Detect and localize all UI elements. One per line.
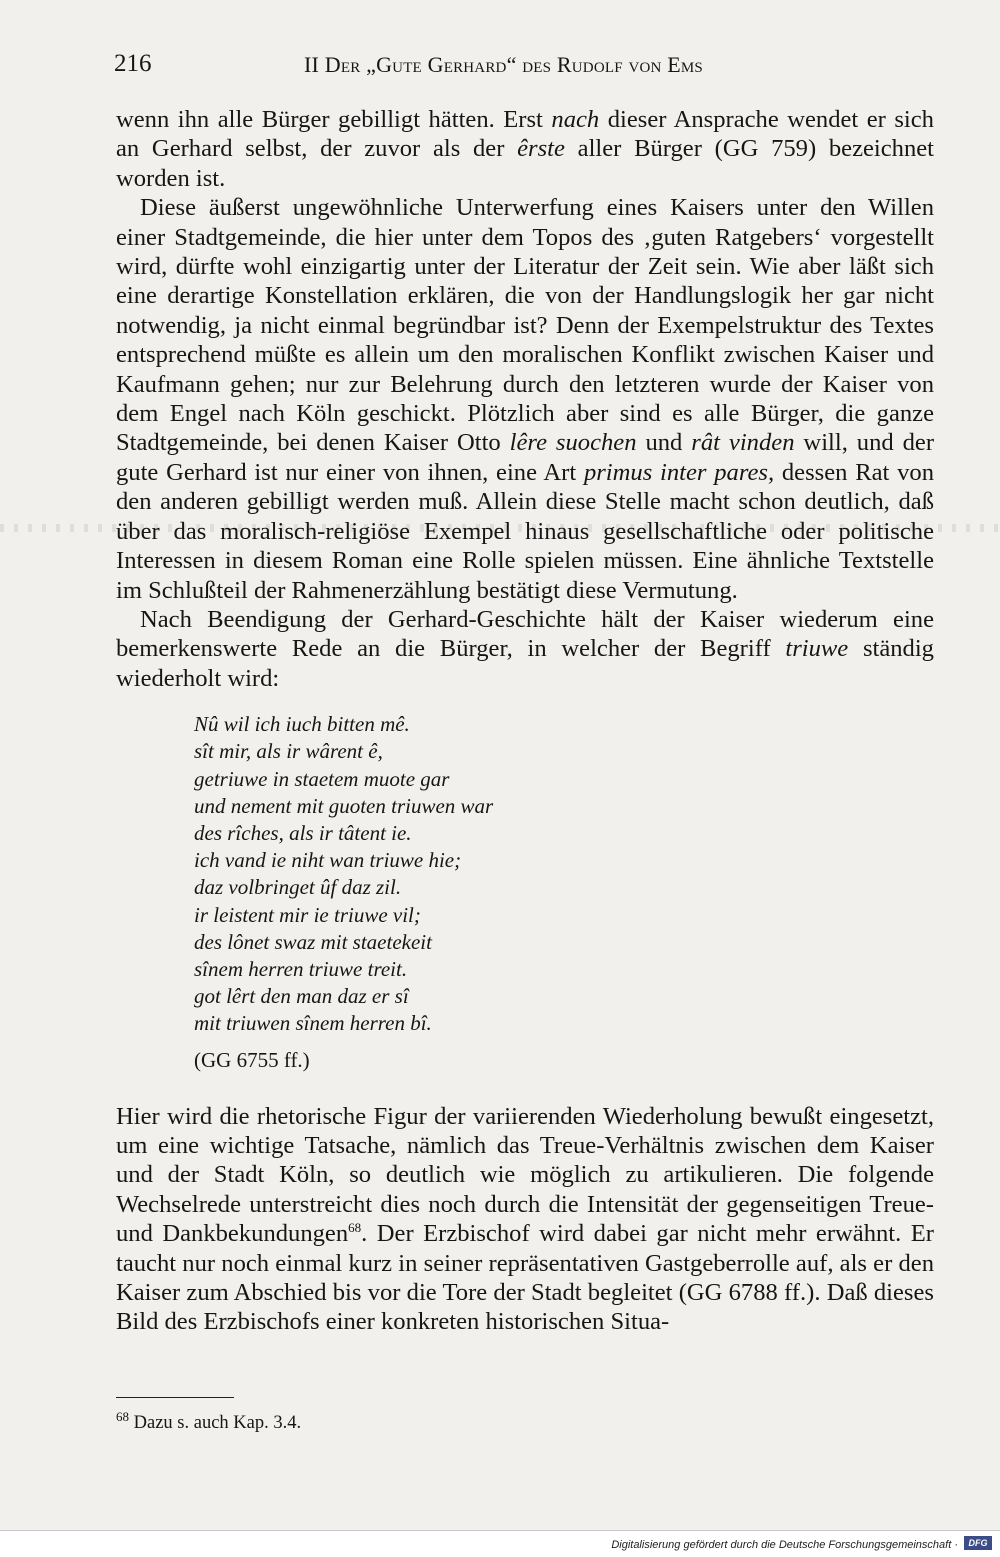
verse-line: ich vand ie niht wan triuwe hie;	[194, 848, 462, 873]
verse-line: daz volbringet ûf daz zil.	[194, 875, 402, 900]
running-head: II Der „Gute Gerhard“ des Rudolf von Ems	[304, 52, 703, 77]
footnote	[116, 1408, 302, 1434]
verse-line: getriuwe in staetem muote gar	[194, 766, 450, 791]
digitization-footer	[0, 1530, 1000, 1557]
footnote-marker[interactable]: 68	[348, 1220, 362, 1235]
paragraph-1: wenn ihn alle Bürger gebilligt hätten. Erst nach dieser Ansprache wendet er sich an Gerhard selbst, der zuvor als der êrste aller Bürger (GG 759) bezeichnet worden ist.	[116, 106, 935, 192]
verse-line: und nement mit guoten triuwen war	[194, 793, 494, 818]
paragraph-4: Hier wird die rhetorische Figur der variierenden Wiederholung bewußt eingesetzt, um eine wichtige Tatsache, nämlich das Treue-Verhältnis zwischen dem Kaiser und der Stadt Köln, so deutlich wie möglich zu artikulieren. Die folgende Wechselrede unterstreicht dies noch durch die Intensität der gegenseitigen Treue- und Dankbekundungen$^{68}$. Der Erzbischof wird dabei gar nicht mehr erwähnt. Er taucht nur noch einmal kurz in seiner repräsentativen Gastgeberrolle auf, als er den Kaiser zum Abschied bis vor die Tore der Stadt begleitet (GG 6788 ff.). Daß dieses Bild des Erzbischofs einer konkreten historischen Situa-	[116, 1102, 934, 1336]
verse-line: got lêrt den man daz er sî	[194, 984, 409, 1009]
verse-line: ir leistent mir ie triuwe vil;	[194, 902, 421, 927]
verse-line: des lônet swaz mit staetekeit	[194, 929, 432, 954]
verse-quotation	[194, 711, 934, 1037]
footnote-number: 68	[116, 1408, 129, 1424]
page-number: 216	[114, 50, 152, 77]
footnote-text: Dazu s. auch Kap. 3.4.	[129, 1413, 302, 1433]
paragraph-3: Nach Beendigung der Gerhard-Geschichte hält der Kaiser wiederum eine bemerkenswerte Rede an die Bürger, in welcher der Begriff triuwe ständig wiederholt wird:	[116, 605, 934, 692]
verse-line: Nû wil ich iuch bitten mê.	[194, 712, 410, 737]
body-text	[116, 105, 934, 1337]
dfg-logo-icon[interactable]: DFG	[964, 1536, 992, 1550]
page-header	[114, 50, 934, 82]
verse-line: sît mir, als ir wârent ê,	[194, 739, 383, 764]
verse-reference: (GG 6755 ff.)	[194, 1047, 310, 1072]
paragraph-2: Diese äußerst ungewöhnliche Unterwerfung eines Kaisers unter den Willen einer Stadtgemeinde, die hier unter dem Topos des ‚guten Ratgebers‘ vorgestellt wird, dürfte wohl einzigartig unter der Literatur der Zeit sein. Wie aber läßt sich eine derartige Konstellation erklären, die von der Handlungslogik her gar nicht notwendig, ja nicht einmal begründbar ist? Denn der Exempelstruktur des Textes entsprechend müßte es allein um den moralischen Konflikt zwischen Kaiser und Kaufmann gehen; nur zur Belehrung durch den letzteren wurde der Kaiser von dem Engel nach Köln geschickt. Plötzlich aber sind es alle Bürger, die ganze Stadtgemeinde, bei denen Kaiser Otto lêre suochen und rât vinden will, und der gute Gerhard ist nur einer von ihnen, eine Art primus inter pares, dessen Rat von den anderen gebilligt werden muß. Allein diese Stelle macht schon deutlich, daß über das moralisch-religiöse Exempel hinaus gesellschaftliche oder politische Interessen in diesem Roman eine Rolle spielen müssen. Eine ähnliche Textstelle im Schlußteil der Rahmenerzählung bestätigt diese Vermutung.	[116, 194, 935, 604]
verse-line: des rîches, als ir tâtent ie.	[194, 820, 412, 845]
dfg-credit: Digitalisierung gefördert durch die Deutsche Forschungsgemeinschaft ·	[611, 1539, 958, 1551]
verse-line: sînem herren triuwe treit.	[194, 956, 408, 981]
verse-line: mit triuwen sînem herren bî.	[194, 1011, 432, 1036]
footnote-rule	[116, 1397, 234, 1398]
